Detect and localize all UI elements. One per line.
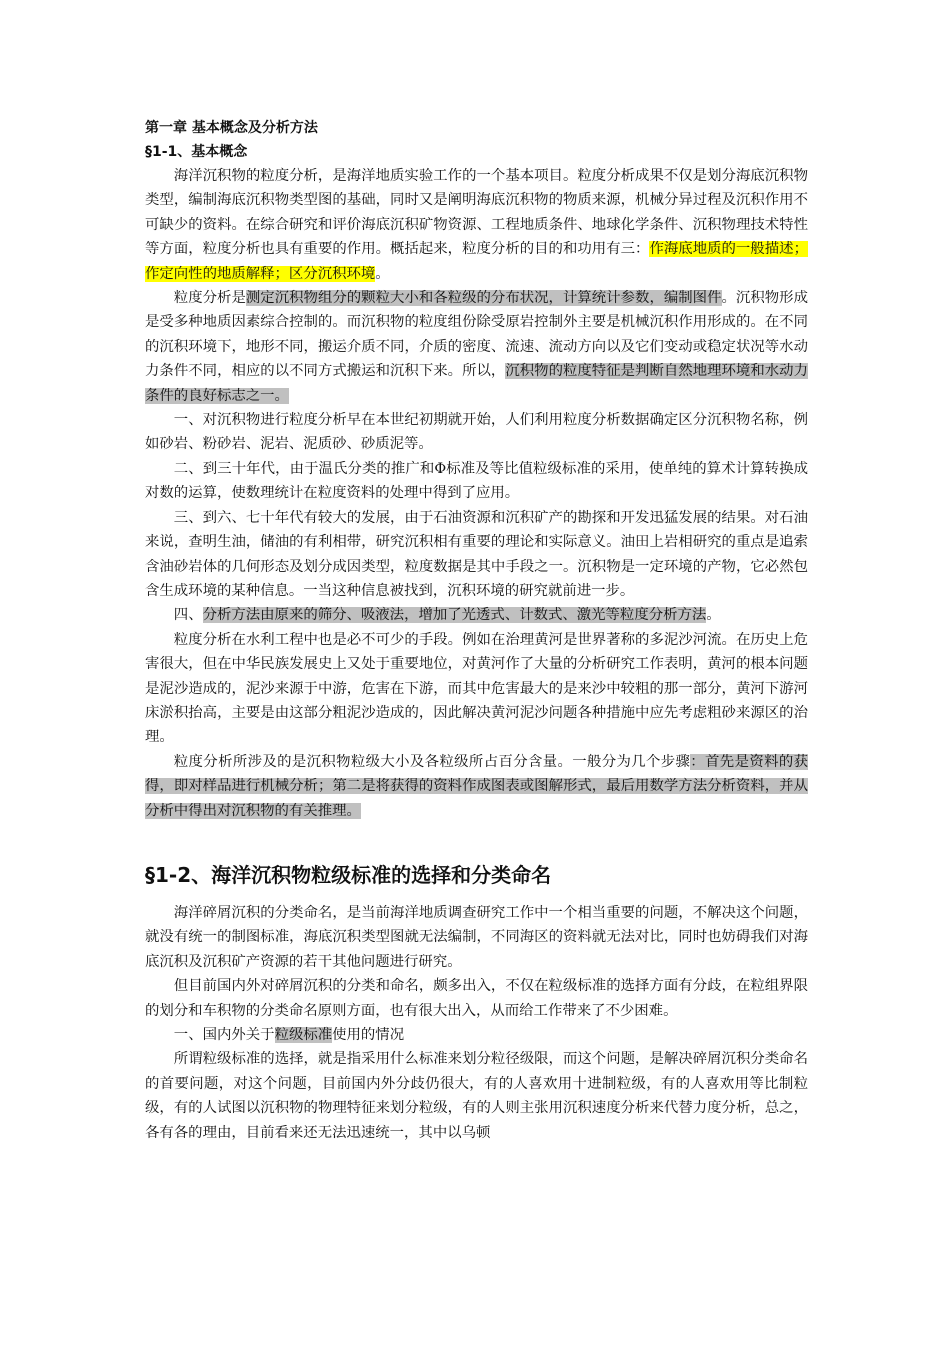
- paragraph: 但目前国内外对碎屑沉积的分类和命名，颇多出入，不仅在粒级标准的选择方面有分歧，在粒组界限的划分和车积物的分类命名原则方面，也有很大出入，从而给工作带来了不少困难。: [145, 978, 808, 1019]
- paragraph: 一、国内外关于粒级标准使用的情况: [173, 1027, 405, 1043]
- highlight-yellow: 作海底地质的一般描述；作定向性的地质解释；区分沉积环境: [145, 241, 808, 282]
- section-1-1-title: §1-1、基本概念: [145, 144, 248, 160]
- paragraph: 一、对沉积物进行粒度分析早在本世纪初期就开始，人们利用粒度分析数据确定区分沉积物名称，例如砂岩、粉砂岩、泥岩、泥质砂、砂质泥等。: [145, 412, 808, 453]
- paragraph: 三、到六、七十年代有较大的发展，由于石油资源和沉积矿产的勘探和开发迅猛发展的结果。对石油来说，查明生油，储油的有利相带，研究沉积相有重要的理论和实际意义。油田上岩相研究的重点是追索含油砂岩体的几何形态及划分成因类型，粒度数据是其中手段之一。沉积物是一定环境的产物，它必然包含生成环境的某种信息。一当这种信息被找到，沉积环境的研究就前进一步。: [145, 509, 808, 599]
- paragraph: 海洋碎屑沉积的分类命名，是当前海洋地质调查研究工作中一个相当重要的问题，不解决这个问题，就没有统一的制图标准，海底沉积类型图就无法编制，不同海区的资料就无法对比，同时也妨碍我们对海底沉积及沉积矿产资源的若干其他问题进行研究。: [145, 904, 808, 970]
- document-body: [145, 116, 808, 1145]
- paragraph: 粒度分析所涉及的是沉积物粒级大小及各粒级所占百分含量。一般分为几个步骤：首先是资料的获得，即对样品进行机械分析；第二是将获得的资料作成图表或图解形式，最后用数学方法分析资料，并从分析中得出对沉积物的有关推理。: [145, 753, 808, 819]
- section-1-2-title: §1-2、海洋沉积物粒级标准的选择和分类命名: [145, 862, 552, 887]
- highlight-gray: ：首先是资料的获得，即对样品进行机械分析；第二是将获得的资料作成图表或图解形式，最后用数学方法分析资料，并从分析中得出对沉积物的有关推理。: [145, 753, 808, 819]
- paragraph: 粒度分析是测定沉积物组分的颗粒大小和各粒级的分布状况，计算统计参数，编制图件。沉积物形成是受多种地质因素综合控制的。而沉积物的粒度组份除受原岩控制外主要是机械沉积作用形成的。在不同的沉积环境下，地形不同，搬运介质不同，介质的密度、流速、流动方向以及它们变动或稳定状况等水动力条件不同，相应的以不同方式搬运和沉积下来。所以，沉积物的粒度特征是判断自然地理环境和水动力条件的良好标志之一。: [145, 290, 808, 404]
- highlight-gray: 测定沉积物组分的颗粒大小和各粒级的分布状况，计算统计参数，编制图件: [245, 290, 722, 307]
- chapter-title: 第一章 基本概念及分析方法: [145, 120, 318, 136]
- paragraph: 粒度分析在水利工程中也是必不可少的手段。例如在治理黄河是世界著称的多泥沙河流。在历史上危害很大，但在中华民族发展史上又处于重要地位，对黄河作了大量的分析研究工作表明，黄河的根本问题是泥沙造成的，泥沙来源于中游，危害在下游，而其中危害最大的是来沙中较粗的那一部分，黄河下游河床淤积抬高，主要是由这部分粗泥沙造成的，因此解决黄河泥沙问题各种措施中应先考虑粗砂来源区的治理。: [145, 631, 808, 746]
- paragraph: 二、到三十年代，由于温氏分类的推广和Φ标准及等比值粒级标准的采用，使单纯的算术计算转换成对数的运算，使数理统计在粒度资料的处理中得到了应用。: [145, 460, 808, 502]
- highlight-gray: 沉积物的粒度特征是判断自然地理环境和水动力条件的良好标志之一。: [145, 363, 808, 404]
- highlight-gray: 分析方法由原来的筛分、吸液法，增加了光透式、计数式、激光等粒度分析方法: [202, 607, 707, 624]
- highlight-gray: 粒级标准: [274, 1027, 333, 1043]
- paragraph: 所谓粒级标准的选择，就是指采用什么标准来划分粒径级限，而这个问题，是解决碎屑沉积分类命名的首要问题，对这个问题，目前国内外分歧仍很大，有的人喜欢用十进制粒级，有的人喜欢用等比制粒级，有的人试图以沉积物的物理特征来划分粒级，有的人则主张用沉积速度分析来代替力度分析，总之，各有各的理由，目前看来还无法迅速统一，其中以乌顿: [145, 1051, 808, 1141]
- paragraph: 海洋沉积物的粒度分析，是海洋地质实验工作的一个基本项目。粒度分析成果不仅是划分海底沉积物类型，编制海底沉积物类型图的基础，同时又是阐明海底沉积物的物质来源，机械分异过程及沉积作用不可缺少的资料。在综合研究和评价海底沉积矿物资源、工程地质条件、地球化学条件、沉积物理技术特性等方面，粒度分析也具有重要的作用。概括起来，粒度分析的目的和功用有三：作海底地质的一般描述；作定向性的地质解释；区分沉积环境。: [145, 168, 808, 282]
- paragraph: 四、分析方法由原来的筛分、吸液法，增加了光透式、计数式、激光等粒度分析方法。: [173, 607, 721, 624]
